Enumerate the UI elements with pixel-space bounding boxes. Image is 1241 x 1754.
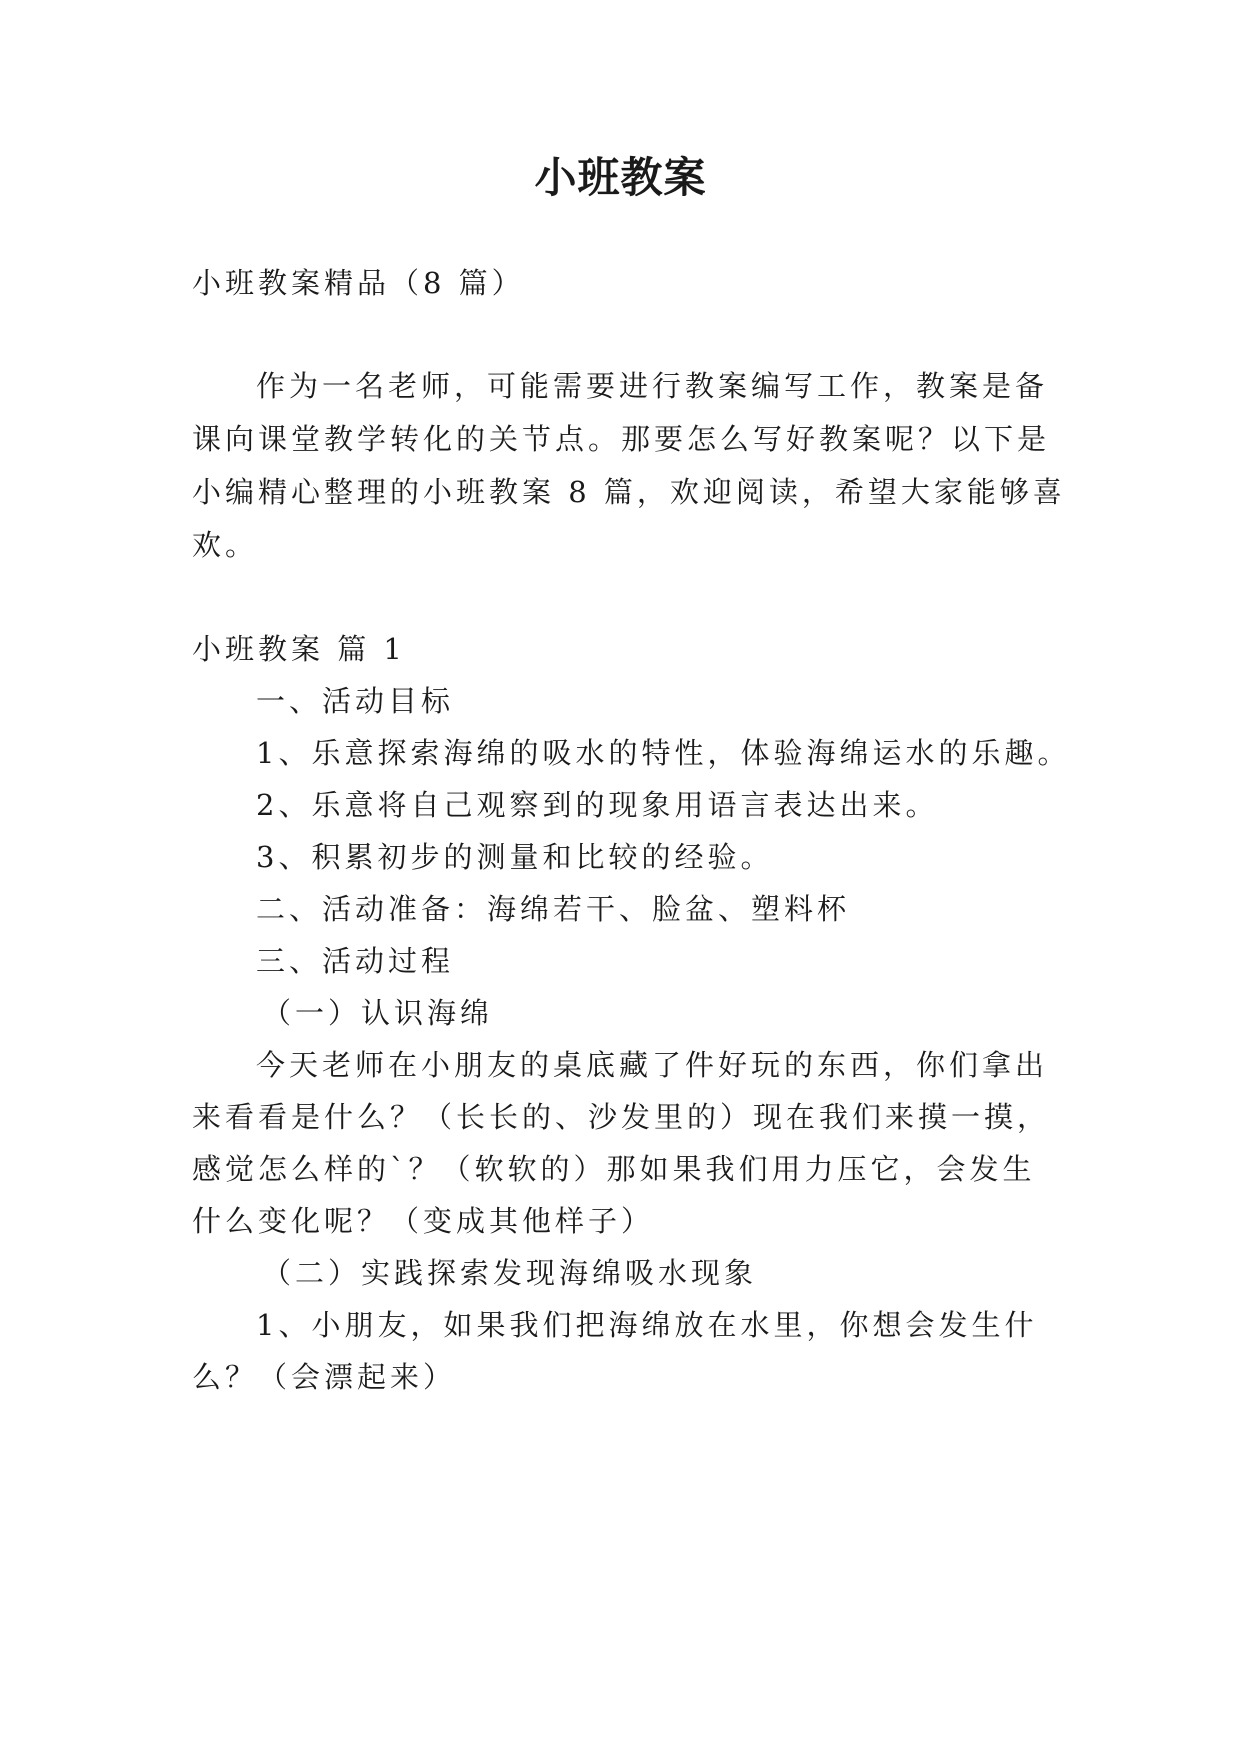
step1-line-2: 来看看是什么？（长长的、沙发里的）现在我们来摸一摸， <box>192 1100 1051 1134</box>
intro-line-2: 课向课堂教学转化的关节点。那要怎么写好教案呢？以下是 <box>192 422 1051 456</box>
intro-line-4: 欢。 <box>192 528 259 562</box>
step2-heading: （二）实践探索发现海绵吸水现象 <box>262 1256 758 1290</box>
preparation-line: 二、活动准备：海绵若干、脸盆、塑料杯 <box>256 892 851 926</box>
intro-line-1: 作为一名老师，可能需要进行教案编写工作，教案是备 <box>256 369 1049 403</box>
goal-item-1: 1、乐意探索海绵的吸水的特性，体验海绵运水的乐趣。 <box>256 736 1071 770</box>
step1-line-4: 什么变化呢？（变成其他样子） <box>192 1204 655 1238</box>
step1-line-1: 今天老师在小朋友的桌底藏了件好玩的东西，你们拿出 <box>256 1048 1049 1082</box>
step2-line-1: 1、小朋友，如果我们把海绵放在水里，你想会发生什 <box>256 1308 1038 1342</box>
step1-line-3: 感觉怎么样的`？（软软的）那如果我们用力压它，会发生 <box>192 1152 1036 1186</box>
document-title: 小班教案 <box>534 153 707 202</box>
intro-line-3: 小编精心整理的小班教案 8 篇，欢迎阅读，希望大家能够喜 <box>192 475 1066 509</box>
goal-item-2: 2、乐意将自己观察到的现象用语言表达出来。 <box>256 788 939 822</box>
step1-heading: （一）认识海绵 <box>262 996 494 1030</box>
step2-line-2: 么？（会漂起来） <box>192 1360 457 1394</box>
goal-item-3: 3、积累初步的测量和比较的经验。 <box>256 840 774 874</box>
section-heading: 小班教案 篇 1 <box>192 632 406 666</box>
goals-heading: 一、活动目标 <box>256 684 455 718</box>
process-heading: 三、活动过程 <box>256 944 455 978</box>
document-subtitle: 小班教案精品（8 篇） <box>192 266 525 300</box>
